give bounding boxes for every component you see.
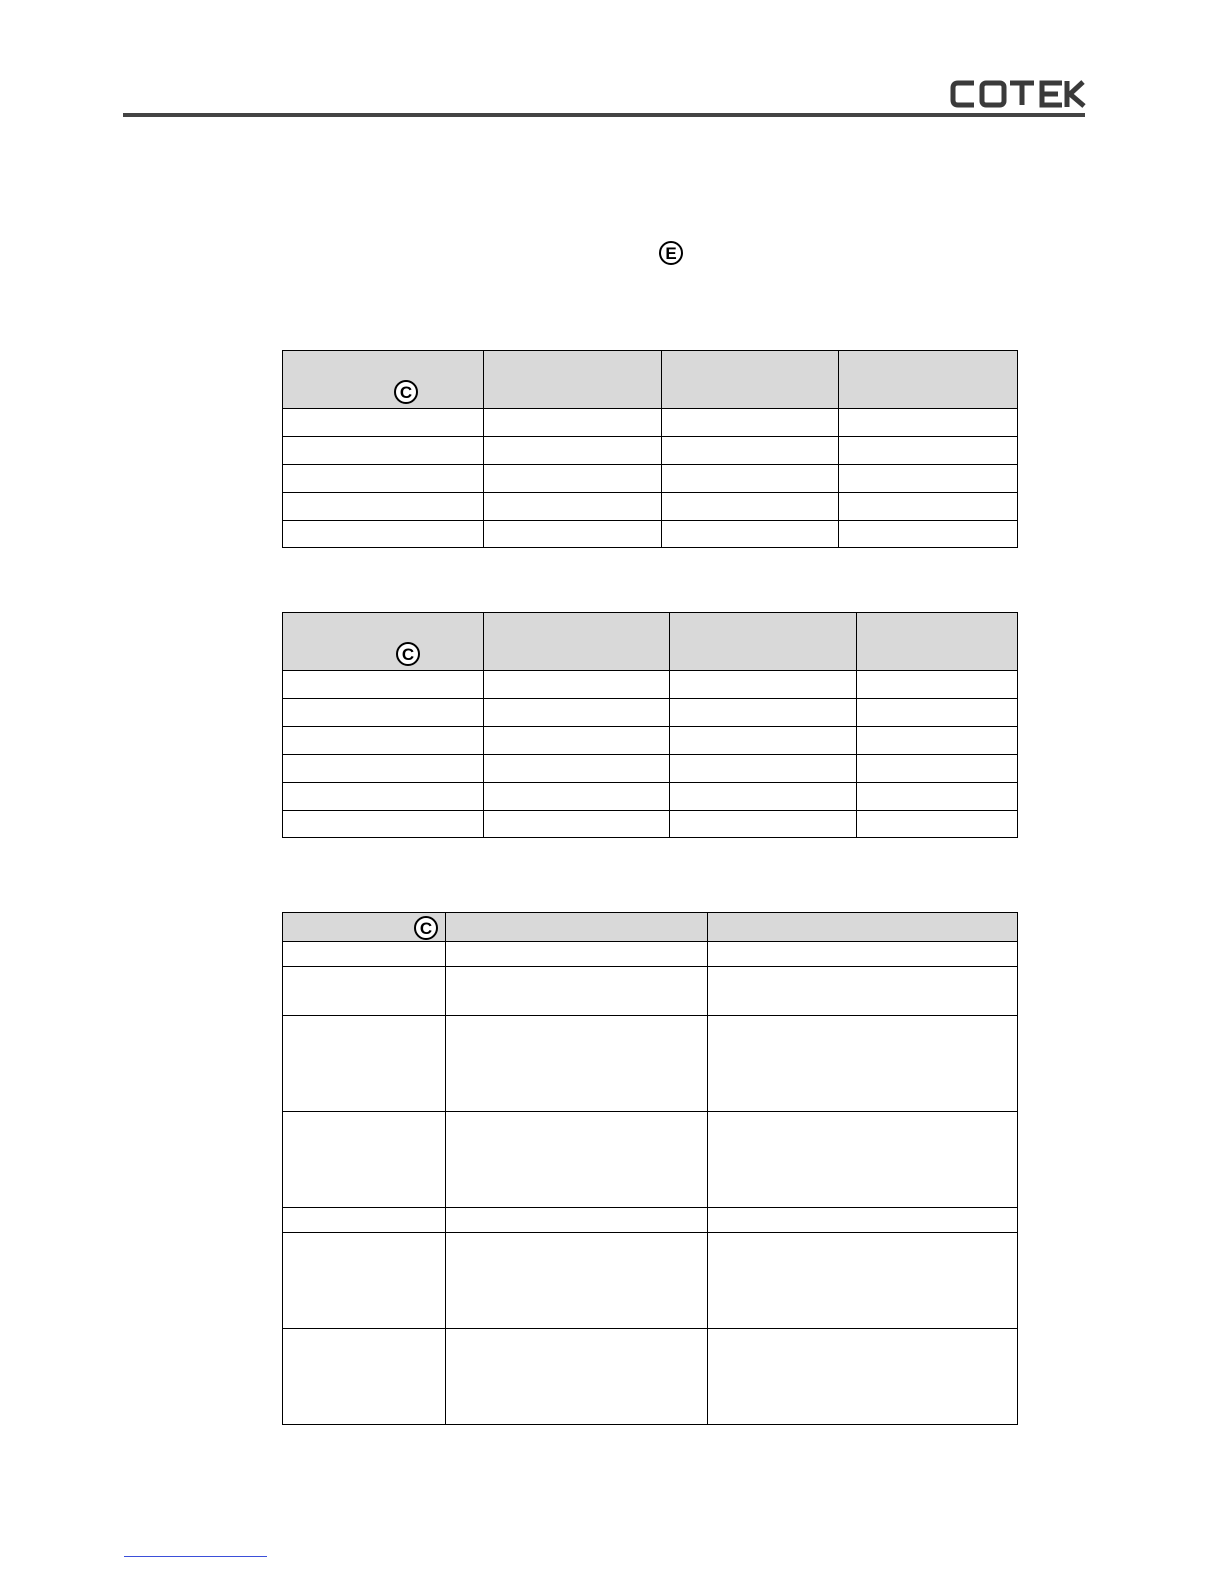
table-1 — [282, 350, 1018, 548]
table-1-header-cell — [662, 351, 839, 409]
table-3-header-cell — [283, 913, 446, 942]
table-row — [283, 1112, 1018, 1208]
table-row — [283, 783, 1018, 811]
table-row — [283, 942, 1018, 967]
table-row — [283, 1208, 1018, 1233]
table-row — [283, 755, 1018, 783]
table-row — [283, 493, 1018, 521]
table-2-header-cell — [283, 613, 484, 671]
table-row — [283, 521, 1018, 548]
table-row — [283, 671, 1018, 699]
cotek-logo — [950, 80, 1086, 108]
table-row — [283, 437, 1018, 465]
table-1-header-cell — [283, 351, 484, 409]
table-row — [283, 409, 1018, 437]
header-rule — [123, 113, 1085, 117]
table-row — [283, 1016, 1018, 1112]
table-2-header-cell — [484, 613, 670, 671]
table-2-header-cell — [857, 613, 1018, 671]
table-3 — [282, 912, 1018, 1425]
table-3-header-cell — [708, 913, 1018, 942]
footer-link-underline[interactable] — [124, 1556, 267, 1557]
table-row — [283, 1233, 1018, 1329]
c-mark-icon: C — [394, 380, 418, 404]
table-2 — [282, 612, 1018, 838]
table-3-header-cell — [446, 913, 708, 942]
table-2-header-cell — [670, 613, 857, 671]
c-mark-icon: C — [414, 916, 438, 940]
e-mark-icon: E — [659, 241, 683, 265]
table-1-header-cell — [839, 351, 1018, 409]
table-row — [283, 811, 1018, 838]
table-1-header-cell — [484, 351, 662, 409]
table-row — [283, 699, 1018, 727]
table-row — [283, 1329, 1018, 1425]
table-row — [283, 967, 1018, 1016]
table-row — [283, 465, 1018, 493]
c-mark-icon: C — [396, 642, 420, 666]
table-row — [283, 727, 1018, 755]
